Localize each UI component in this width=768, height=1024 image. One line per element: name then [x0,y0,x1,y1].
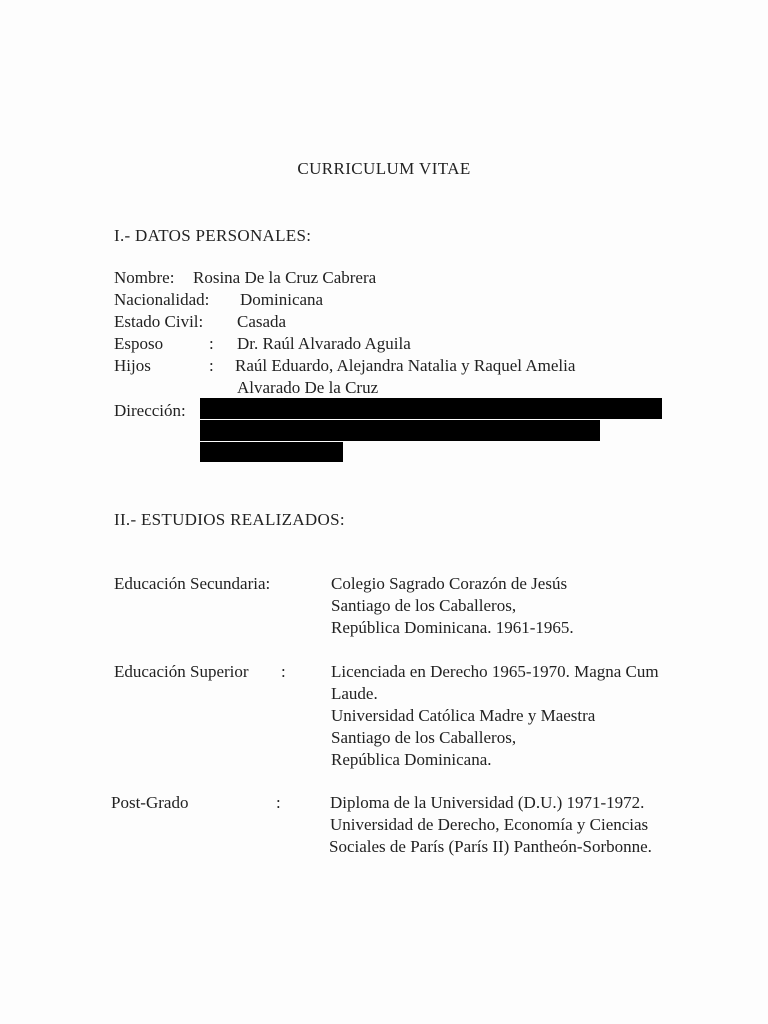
redaction-bar [200,398,662,419]
hijos-value-line2: Alvarado De la Cruz [237,378,379,397]
postgrado-line: Sociales de París (París II) Pantheón-Sorbonne. [329,837,652,856]
secundaria-line: Colegio Sagrado Corazón de Jesús [331,574,568,593]
nombre-label: Nombre: [114,268,175,287]
esposo-label: Esposo [114,334,164,353]
postgrado-line: Universidad de Derecho, Economía y Ciencias [330,815,649,834]
superior-line: Santiago de los Caballeros, [331,728,517,747]
secundaria-line: Santiago de los Caballeros, [331,596,517,615]
nacionalidad-label: Nacionalidad: [114,290,210,309]
postgrado-colon: : [276,793,281,812]
secundaria-line: República Dominicana. 1961-1965. [331,618,574,637]
nombre-value: Rosina De la Cruz Cabrera [193,268,377,287]
nacionalidad-value: Dominicana [240,290,324,309]
section-heading-estudios: II.- ESTUDIOS REALIZADOS: [114,510,345,529]
estado-civil-label: Estado Civil: [114,312,204,331]
direccion-label: Dirección: [114,401,186,420]
superior-label: Educación Superior [114,662,249,681]
estado-civil-value: Casada [237,312,287,331]
section-heading-datos-personales: I.- DATOS PERSONALES: [114,226,312,245]
postgrado-label: Post-Grado [111,793,189,812]
hijos-label: Hijos [114,356,151,375]
hijos-value-line1: Raúl Eduardo, Alejandra Natalia y Raquel Amelia [235,356,576,375]
redaction-bar [200,442,343,462]
superior-line: República Dominicana. [331,750,492,769]
superior-line: Licenciada en Derecho 1965-1970. Magna Cum [331,662,659,681]
hijos-colon: : [209,356,214,375]
document-title: CURRICULUM VITAE [297,159,471,178]
esposo-colon: : [209,334,214,353]
redaction-bar [200,420,600,441]
postgrado-line: Diploma de la Universidad (D.U.) 1971-1972. [330,793,645,812]
secundaria-label: Educación Secundaria: [114,574,271,593]
esposo-value: Dr. Raúl Alvarado Aguila [237,334,411,353]
superior-line: Universidad Católica Madre y Maestra [331,706,596,725]
superior-colon: : [281,662,286,681]
superior-line: Laude. [331,684,378,703]
